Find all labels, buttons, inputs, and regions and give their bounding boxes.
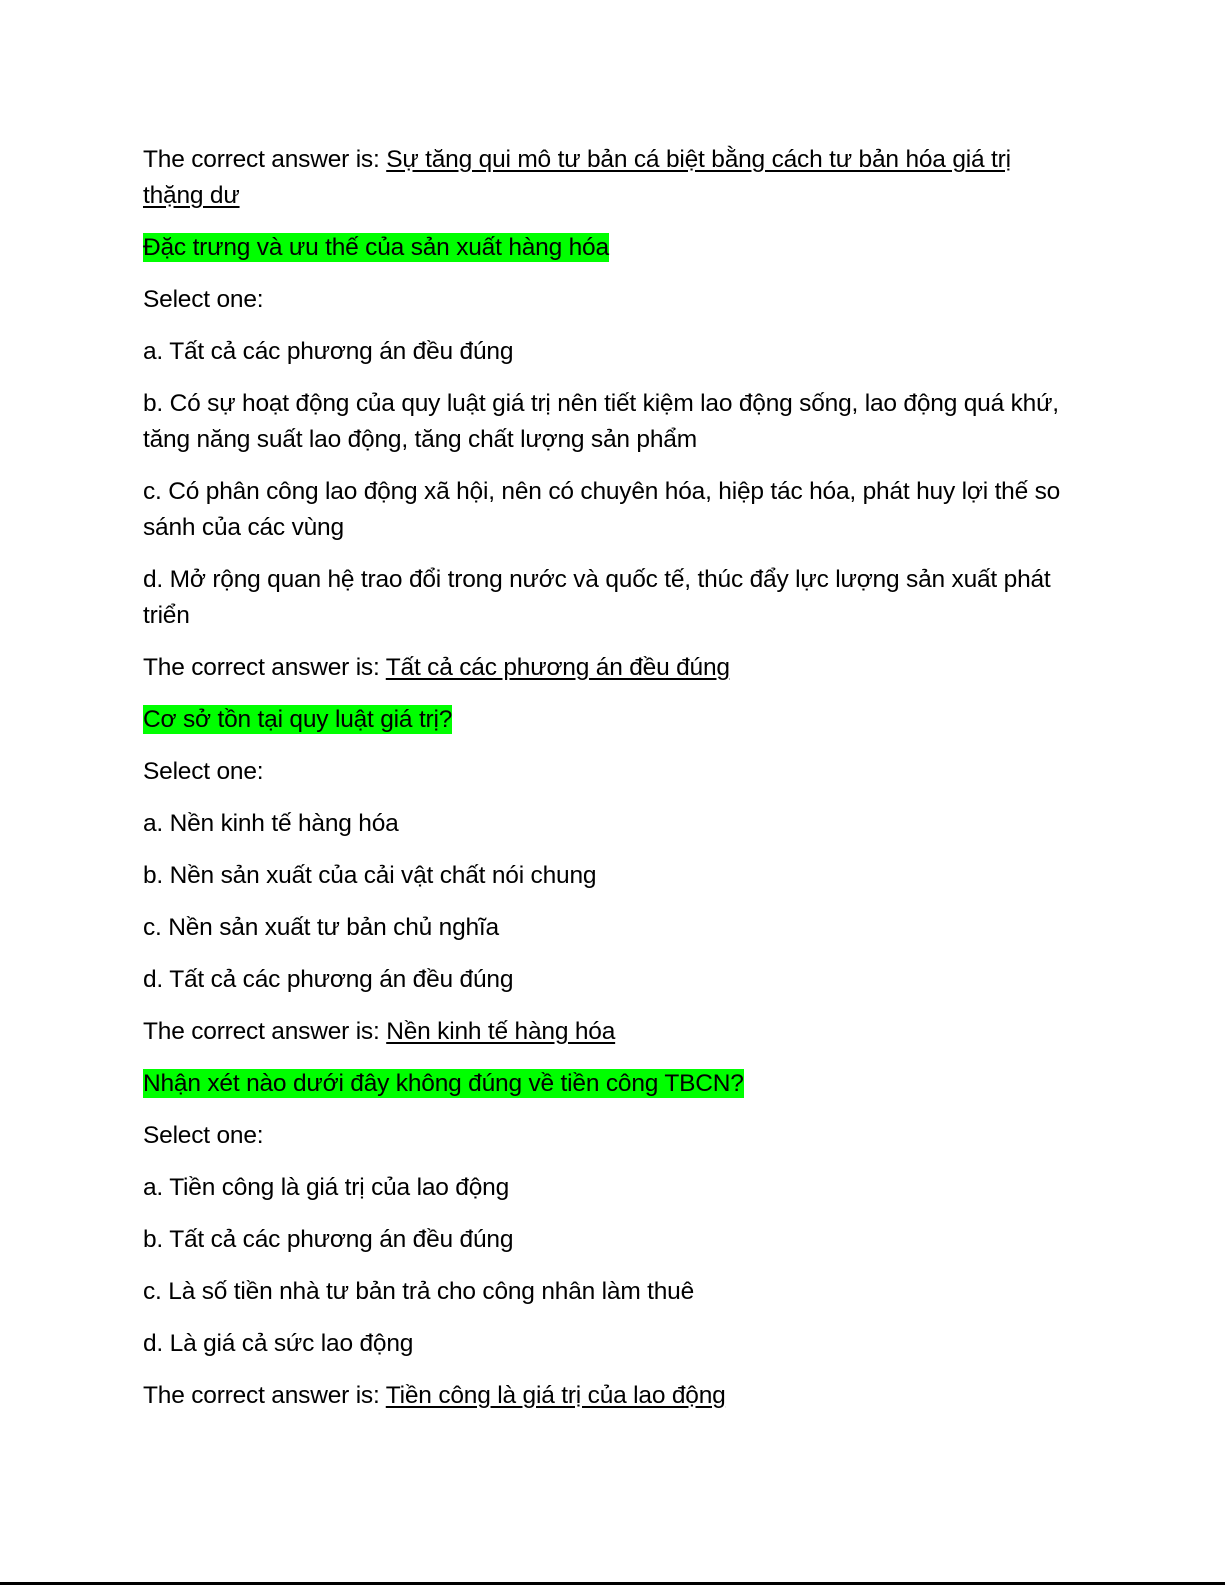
question-2 [143,702,1073,738]
option-a: a. Tiền công là giá trị của lao động [143,1174,509,1201]
option-c: c. Là số tiền nhà tư bản trả cho công nhân làm thuê [143,1278,695,1305]
question-1 [143,230,1073,266]
answer-prefix: The correct answer is: [143,146,387,173]
intro-answer [143,142,1073,214]
option-d: d. Mở rộng quan hệ trao đổi trong nước và quốc tế, thúc đẩy lực lượng sản xuất phát triển [143,566,1051,629]
answer-value: Sự tăng qui mô tư bản cá biệt bằng cách tư bản hóa giá trị thặng dư [143,146,1011,209]
correct-answer [143,1014,1073,1050]
option-a: a. Tất cả các phương án đều đúng [143,338,514,365]
answer-prefix: The correct answer is: [143,654,386,681]
answer-value: Nền kinh tế hàng hóa [386,1018,616,1045]
select-label: Select one: [143,1122,264,1149]
option-c: c. Có phân công lao động xã hội, nên có chuyên hóa, hiệp tác hóa, phát huy lợi thế so sánh của các vùng [143,478,1061,541]
select-label: Select one: [143,286,264,313]
question-title: Nhận xét nào dưới đây không đúng về tiền công TBCN? [143,1070,744,1097]
correct-answer [143,1378,1073,1414]
option-d: d. Là giá cả sức lao động [143,1330,414,1357]
answer-value: Tất cả các phương án đều đúng [385,654,730,681]
question-title: Đặc trưng và ưu thế của sản xuất hàng hóa [143,234,609,261]
option-a: a. Nền kinh tế hàng hóa [143,810,399,837]
answer-prefix: The correct answer is: [143,1382,386,1409]
option-b: b. Tất cả các phương án đều đúng [143,1226,514,1253]
answer-prefix: The correct answer is: [143,1018,387,1045]
select-label: Select one: [143,758,264,785]
correct-answer [143,650,1073,686]
question-3 [143,1066,1073,1102]
option-b: b. Có sự hoạt động của quy luật giá trị nên tiết kiệm lao động sống, lao động quá khứ, tăng năng suất lao động, tăng chất lượng sản phẩm [143,390,1059,453]
option-c: c. Nền sản xuất tư bản chủ nghĩa [143,914,499,941]
question-title: Cơ sở tồn tại quy luật giá trị? [143,706,453,733]
answer-value: Tiền công là giá trị của lao động [385,1382,726,1409]
document-page [143,142,1073,1430]
option-b: b. Nền sản xuất của cải vật chất nói chung [143,862,597,889]
option-d: d. Tất cả các phương án đều đúng [143,966,514,993]
